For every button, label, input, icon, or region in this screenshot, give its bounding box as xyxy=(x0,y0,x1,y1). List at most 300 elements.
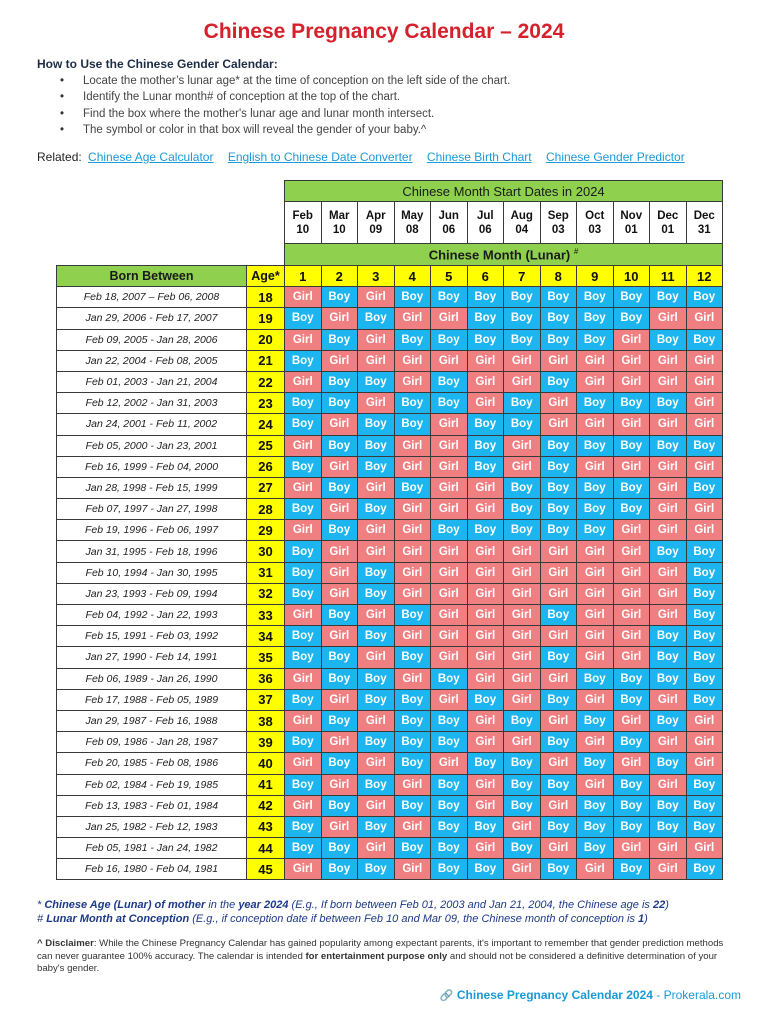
gender-cell-girl: Girl xyxy=(650,499,687,520)
gender-cell-girl: Girl xyxy=(504,647,541,668)
gender-cell-boy: Boy xyxy=(358,774,395,795)
gender-cell-girl: Girl xyxy=(577,732,614,753)
age-cell: 22 xyxy=(247,371,285,392)
gender-cell-boy: Boy xyxy=(358,626,395,647)
gender-cell-girl: Girl xyxy=(686,308,723,329)
gender-cell-boy: Boy xyxy=(686,562,723,583)
lunar-month-number: 8 xyxy=(540,266,577,287)
gender-cell-girl: Girl xyxy=(431,689,468,710)
gender-cell-girl: Girl xyxy=(686,710,723,731)
born-between-cell: Feb 09, 1986 - Jan 28, 1987 xyxy=(57,732,247,753)
gender-cell-boy: Boy xyxy=(613,774,650,795)
gender-cell-girl: Girl xyxy=(285,477,322,498)
gender-cell-girl: Girl xyxy=(504,562,541,583)
gender-cell-girl: Girl xyxy=(686,456,723,477)
gender-cell-boy: Boy xyxy=(358,456,395,477)
gender-cell-boy: Boy xyxy=(321,329,358,350)
gender-cell-boy: Boy xyxy=(467,456,504,477)
gender-cell-boy: Boy xyxy=(540,435,577,456)
gender-cell-girl: Girl xyxy=(394,350,431,371)
gender-cell-girl: Girl xyxy=(650,520,687,541)
gender-cell-boy: Boy xyxy=(467,414,504,435)
table-row xyxy=(57,605,723,626)
howto-item: • Find the box where the mother's lunar age and lunar month intersect. xyxy=(60,106,510,122)
gender-cell-boy: Boy xyxy=(321,838,358,859)
lunar-month-number: 2 xyxy=(321,266,358,287)
gender-cell-boy: Boy xyxy=(504,710,541,731)
born-between-cell: Feb 05, 1981 - Jan 24, 1982 xyxy=(57,838,247,859)
gender-cell-boy: Boy xyxy=(686,605,723,626)
gender-cell-girl: Girl xyxy=(613,541,650,562)
gender-cell-girl: Girl xyxy=(358,838,395,859)
month-start-date: Oct 03 xyxy=(577,202,614,244)
gender-cell-boy: Boy xyxy=(650,795,687,816)
gender-cell-girl: Girl xyxy=(431,456,468,477)
gender-cell-boy: Boy xyxy=(321,605,358,626)
gender-cell-girl: Girl xyxy=(540,668,577,689)
age-cell: 23 xyxy=(247,393,285,414)
gender-cell-girl: Girl xyxy=(358,393,395,414)
gender-cell-girl: Girl xyxy=(504,668,541,689)
gender-cell-boy: Boy xyxy=(504,795,541,816)
gender-cell-girl: Girl xyxy=(504,456,541,477)
gender-cell-girl: Girl xyxy=(650,371,687,392)
month-start-date: Jun 06 xyxy=(431,202,468,244)
gender-cell-girl: Girl xyxy=(504,541,541,562)
gender-cell-boy: Boy xyxy=(540,647,577,668)
gender-cell-girl: Girl xyxy=(467,562,504,583)
lunar-month-number: 7 xyxy=(504,266,541,287)
gender-cell-girl: Girl xyxy=(358,477,395,498)
gender-cell-boy: Boy xyxy=(467,816,504,837)
gender-cell-boy: Boy xyxy=(321,520,358,541)
gender-cell-boy: Boy xyxy=(540,520,577,541)
gender-cell-boy: Boy xyxy=(394,605,431,626)
born-between-cell: Jan 27, 1990 - Feb 14, 1991 xyxy=(57,647,247,668)
gender-cell-boy: Boy xyxy=(467,435,504,456)
age-header: Age* xyxy=(247,266,285,287)
gender-cell-girl: Girl xyxy=(321,626,358,647)
born-between-cell: Jan 23, 1993 - Feb 09, 1994 xyxy=(57,583,247,604)
footer-site[interactable]: Prokerala.com xyxy=(663,988,741,1002)
gender-cell-boy: Boy xyxy=(504,838,541,859)
gender-cell-girl: Girl xyxy=(613,838,650,859)
age-cell: 40 xyxy=(247,753,285,774)
gender-cell-girl: Girl xyxy=(285,520,322,541)
gender-cell-girl: Girl xyxy=(394,308,431,329)
footnotes xyxy=(37,898,669,926)
gender-cell-boy: Boy xyxy=(613,816,650,837)
howto-item: • The symbol or color in that box will reveal the gender of your baby.^ xyxy=(60,122,510,138)
gender-cell-girl: Girl xyxy=(540,753,577,774)
gender-cell-boy: Boy xyxy=(358,689,395,710)
gender-cell-girl: Girl xyxy=(394,583,431,604)
gender-cell-girl: Girl xyxy=(467,795,504,816)
age-cell: 37 xyxy=(247,689,285,710)
gender-cell-boy: Boy xyxy=(285,414,322,435)
gender-cell-girl: Girl xyxy=(686,520,723,541)
gender-cell-boy: Boy xyxy=(686,541,723,562)
gender-cell-girl: Girl xyxy=(504,605,541,626)
month-start-date: Dec 01 xyxy=(650,202,687,244)
gender-cell-girl: Girl xyxy=(285,605,322,626)
born-between-cell: Feb 19, 1996 - Feb 06, 1997 xyxy=(57,520,247,541)
link-chinese-birth-chart[interactable]: Chinese Birth Chart xyxy=(426,150,532,164)
gender-cell-boy: Boy xyxy=(285,562,322,583)
table-row xyxy=(57,795,723,816)
footer-brand[interactable]: 🔗 Chinese Pregnancy Calendar 2024 - Prokerala.com xyxy=(439,988,741,1002)
gender-cell-girl: Girl xyxy=(358,795,395,816)
gender-cell-boy: Boy xyxy=(467,287,504,308)
table-row xyxy=(57,329,723,350)
gender-cell-boy: Boy xyxy=(577,287,614,308)
gender-cell-boy: Boy xyxy=(577,499,614,520)
gender-cell-girl: Girl xyxy=(358,350,395,371)
gender-cell-boy: Boy xyxy=(467,520,504,541)
gender-cell-girl: Girl xyxy=(613,562,650,583)
gender-cell-girl: Girl xyxy=(431,605,468,626)
gender-cell-boy: Boy xyxy=(321,647,358,668)
gender-cell-boy: Boy xyxy=(540,456,577,477)
gender-cell-girl: Girl xyxy=(285,753,322,774)
month-start-date: Feb 10 xyxy=(285,202,322,244)
gender-cell-boy: Boy xyxy=(285,499,322,520)
table-row xyxy=(57,816,723,837)
gender-cell-girl: Girl xyxy=(358,647,395,668)
gender-cell-boy: Boy xyxy=(431,774,468,795)
link-icon: 🔗 xyxy=(439,990,454,1002)
gender-cell-boy: Boy xyxy=(540,499,577,520)
gender-cell-boy: Boy xyxy=(394,795,431,816)
table-row xyxy=(57,371,723,392)
gender-cell-girl: Girl xyxy=(394,668,431,689)
gender-cell-boy: Boy xyxy=(321,753,358,774)
month-start-date: Sep 03 xyxy=(540,202,577,244)
gender-cell-boy: Boy xyxy=(650,626,687,647)
born-between-cell: Feb 07, 1997 - Jan 27, 1998 xyxy=(57,499,247,520)
column-header-row xyxy=(57,266,723,287)
gender-cell-boy: Boy xyxy=(540,329,577,350)
gender-cell-boy: Boy xyxy=(686,626,723,647)
table-row xyxy=(57,838,723,859)
lunar-month-number: 4 xyxy=(394,266,431,287)
gender-cell-boy: Boy xyxy=(686,435,723,456)
gender-cell-girl: Girl xyxy=(613,626,650,647)
gender-cell-girl: Girl xyxy=(650,732,687,753)
born-between-cell: Feb 15, 1991 - Feb 03, 1992 xyxy=(57,626,247,647)
gender-cell-girl: Girl xyxy=(540,838,577,859)
month-start-date: Aug 04 xyxy=(504,202,541,244)
link-chinese-gender-predictor[interactable]: Chinese Gender Predictor xyxy=(545,150,685,164)
gender-cell-boy: Boy xyxy=(540,477,577,498)
gender-cell-girl: Girl xyxy=(394,816,431,837)
gender-cell-girl: Girl xyxy=(321,308,358,329)
born-between-cell: Jan 29, 1987 - Feb 16, 1988 xyxy=(57,710,247,731)
age-cell: 24 xyxy=(247,414,285,435)
start-dates-header-row xyxy=(57,181,723,202)
gender-cell-girl: Girl xyxy=(431,753,468,774)
gender-cell-boy: Boy xyxy=(358,435,395,456)
gender-cell-girl: Girl xyxy=(394,435,431,456)
born-between-cell: Feb 16, 1980 - Feb 04, 1981 xyxy=(57,859,247,880)
gender-cell-boy: Boy xyxy=(613,393,650,414)
born-between-cell: Jan 24, 2001 - Feb 11, 2002 xyxy=(57,414,247,435)
gender-cell-girl: Girl xyxy=(613,605,650,626)
gender-cell-boy: Boy xyxy=(686,287,723,308)
table-row xyxy=(57,414,723,435)
gender-cell-boy: Boy xyxy=(394,689,431,710)
blank-cell xyxy=(57,202,285,244)
gender-cell-girl: Girl xyxy=(431,562,468,583)
gender-cell-girl: Girl xyxy=(613,456,650,477)
gender-cell-girl: Girl xyxy=(467,583,504,604)
gender-cell-girl: Girl xyxy=(504,626,541,647)
howto-item: • Identify the Lunar month# of conception at the top of the chart. xyxy=(60,89,510,105)
gender-cell-boy: Boy xyxy=(577,710,614,731)
gender-cell-boy: Boy xyxy=(540,732,577,753)
gender-cell-girl: Girl xyxy=(467,838,504,859)
gender-cell-boy: Boy xyxy=(613,859,650,880)
gender-cell-boy: Boy xyxy=(613,668,650,689)
lunar-month-number: 3 xyxy=(358,266,395,287)
gender-cell-girl: Girl xyxy=(467,668,504,689)
gender-cell-boy: Boy xyxy=(686,795,723,816)
gender-cell-boy: Boy xyxy=(504,308,541,329)
gender-cell-boy: Boy xyxy=(577,753,614,774)
born-between-cell: Feb 16, 1999 - Feb 04, 2000 xyxy=(57,456,247,477)
gender-cell-girl: Girl xyxy=(540,583,577,604)
gender-cell-girl: Girl xyxy=(577,774,614,795)
gender-cell-girl: Girl xyxy=(577,626,614,647)
gender-cell-boy: Boy xyxy=(613,477,650,498)
gender-cell-girl: Girl xyxy=(431,583,468,604)
gender-cell-boy: Boy xyxy=(321,287,358,308)
gender-cell-boy: Boy xyxy=(540,605,577,626)
table-row xyxy=(57,477,723,498)
table-row xyxy=(57,626,723,647)
gender-cell-boy: Boy xyxy=(358,583,395,604)
born-between-cell: Jan 31, 1995 - Feb 18, 1996 xyxy=(57,541,247,562)
age-cell: 19 xyxy=(247,308,285,329)
gender-cell-girl: Girl xyxy=(613,329,650,350)
gender-cell-boy: Boy xyxy=(613,308,650,329)
gender-cell-boy: Boy xyxy=(504,414,541,435)
gender-cell-girl: Girl xyxy=(650,689,687,710)
table-row xyxy=(57,287,723,308)
lunar-month-number: 5 xyxy=(431,266,468,287)
gender-cell-girl: Girl xyxy=(504,371,541,392)
table-row xyxy=(57,753,723,774)
gender-cell-girl: Girl xyxy=(321,774,358,795)
gender-cell-girl: Girl xyxy=(504,816,541,837)
gender-cell-girl: Girl xyxy=(613,583,650,604)
gender-cell-girl: Girl xyxy=(650,583,687,604)
gender-cell-girl: Girl xyxy=(650,774,687,795)
age-cell: 38 xyxy=(247,710,285,731)
gender-cell-boy: Boy xyxy=(504,477,541,498)
gender-cell-boy: Boy xyxy=(650,647,687,668)
age-cell: 45 xyxy=(247,859,285,880)
gender-cell-girl: Girl xyxy=(358,520,395,541)
table-row xyxy=(57,435,723,456)
gender-cell-boy: Boy xyxy=(467,753,504,774)
gender-cell-boy: Boy xyxy=(686,329,723,350)
gender-cell-girl: Girl xyxy=(321,541,358,562)
table-row xyxy=(57,456,723,477)
gender-cell-boy: Boy xyxy=(394,732,431,753)
gender-cell-boy: Boy xyxy=(285,583,322,604)
gender-cell-boy: Boy xyxy=(613,435,650,456)
gender-cell-girl: Girl xyxy=(577,859,614,880)
gender-cell-boy: Boy xyxy=(650,287,687,308)
gender-cell-boy: Boy xyxy=(504,499,541,520)
born-between-cell: Feb 12, 2002 - Jan 31, 2003 xyxy=(57,393,247,414)
gender-cell-boy: Boy xyxy=(431,816,468,837)
gender-cell-boy: Boy xyxy=(504,753,541,774)
age-cell: 41 xyxy=(247,774,285,795)
gender-cell-girl: Girl xyxy=(394,626,431,647)
gender-cell-girl: Girl xyxy=(394,456,431,477)
age-cell: 27 xyxy=(247,477,285,498)
gender-cell-girl: Girl xyxy=(504,689,541,710)
gender-cell-girl: Girl xyxy=(613,350,650,371)
gender-cell-girl: Girl xyxy=(467,710,504,731)
gender-cell-boy: Boy xyxy=(504,520,541,541)
gender-cell-girl: Girl xyxy=(321,816,358,837)
table-row xyxy=(57,520,723,541)
gender-cell-girl: Girl xyxy=(285,287,322,308)
age-footnote: * Chinese Age (Lunar) of mother in the year 2024 (E.g., If born between Feb 01, 2003 and Jan 21, 2004, the Chinese age is 22) xyxy=(37,899,669,911)
gender-cell-girl: Girl xyxy=(577,541,614,562)
gender-cell-boy: Boy xyxy=(394,393,431,414)
month-start-date: Mar 10 xyxy=(321,202,358,244)
lunar-month-number: 10 xyxy=(613,266,650,287)
table-row xyxy=(57,859,723,880)
gender-cell-boy: Boy xyxy=(577,435,614,456)
gender-cell-girl: Girl xyxy=(467,605,504,626)
gender-cell-girl: Girl xyxy=(431,308,468,329)
age-cell: 36 xyxy=(247,668,285,689)
gender-cell-girl: Girl xyxy=(540,541,577,562)
gender-cell-boy: Boy xyxy=(285,774,322,795)
month-start-date: Dec 31 xyxy=(686,202,723,244)
born-between-cell: Feb 17, 1988 - Feb 05, 1989 xyxy=(57,689,247,710)
gender-cell-girl: Girl xyxy=(540,795,577,816)
gender-cell-boy: Boy xyxy=(504,774,541,795)
gender-cell-girl: Girl xyxy=(577,562,614,583)
gender-cell-girl: Girl xyxy=(540,562,577,583)
gender-cell-girl: Girl xyxy=(650,859,687,880)
gender-cell-girl: Girl xyxy=(358,710,395,731)
lunar-month-number: 1 xyxy=(285,266,322,287)
gender-cell-girl: Girl xyxy=(358,329,395,350)
table-row xyxy=(57,732,723,753)
gender-cell-girl: Girl xyxy=(467,647,504,668)
link-chinese-age-calculator[interactable]: Chinese Age Calculator xyxy=(88,150,214,164)
gender-cell-girl: Girl xyxy=(321,732,358,753)
gender-cell-boy: Boy xyxy=(285,816,322,837)
gender-cell-girl: Girl xyxy=(504,350,541,371)
link-english-to-chinese-date-converter[interactable]: English to Chinese Date Converter xyxy=(227,150,413,164)
gender-cell-boy: Boy xyxy=(686,689,723,710)
table-row xyxy=(57,647,723,668)
age-cell: 34 xyxy=(247,626,285,647)
born-between-cell: Feb 04, 1992 - Jan 22, 1993 xyxy=(57,605,247,626)
gender-cell-girl: Girl xyxy=(686,732,723,753)
gender-cell-boy: Boy xyxy=(577,329,614,350)
gender-cell-boy: Boy xyxy=(431,520,468,541)
gender-cell-girl: Girl xyxy=(431,499,468,520)
age-cell: 21 xyxy=(247,350,285,371)
gender-cell-boy: Boy xyxy=(394,329,431,350)
start-dates-row xyxy=(57,202,723,244)
gender-cell-girl: Girl xyxy=(577,689,614,710)
gender-cell-girl: Girl xyxy=(321,414,358,435)
gender-cell-boy: Boy xyxy=(358,371,395,392)
gender-cell-boy: Boy xyxy=(686,859,723,880)
born-between-cell: Feb 05, 2000 - Jan 23, 2001 xyxy=(57,435,247,456)
table-row xyxy=(57,583,723,604)
gender-cell-girl: Girl xyxy=(431,626,468,647)
gender-cell-girl: Girl xyxy=(613,753,650,774)
age-cell: 43 xyxy=(247,816,285,837)
gender-cell-girl: Girl xyxy=(394,499,431,520)
gender-cell-girl: Girl xyxy=(285,668,322,689)
gender-cell-boy: Boy xyxy=(431,371,468,392)
gender-cell-girl: Girl xyxy=(577,647,614,668)
gender-cell-boy: Boy xyxy=(577,816,614,837)
start-dates-header: Chinese Month Start Dates in 2024 xyxy=(285,181,723,202)
gender-cell-girl: Girl xyxy=(613,520,650,541)
gender-cell-girl: Girl xyxy=(431,541,468,562)
born-between-header: Born Between xyxy=(57,266,247,287)
page-title: Chinese Pregnancy Calendar – 2024 xyxy=(203,20,565,43)
gender-cell-girl: Girl xyxy=(686,499,723,520)
pregnancy-calendar-table xyxy=(56,180,723,880)
table-row xyxy=(57,350,723,371)
gender-cell-boy: Boy xyxy=(650,753,687,774)
age-cell: 18 xyxy=(247,287,285,308)
gender-cell-girl: Girl xyxy=(394,541,431,562)
gender-cell-girl: Girl xyxy=(394,371,431,392)
gender-cell-girl: Girl xyxy=(321,583,358,604)
born-between-cell: Jan 22, 2004 - Feb 08, 2005 xyxy=(57,350,247,371)
gender-cell-girl: Girl xyxy=(431,350,468,371)
gender-cell-boy: Boy xyxy=(431,287,468,308)
related-label: Related: xyxy=(37,150,82,164)
table-row xyxy=(57,541,723,562)
gender-cell-girl: Girl xyxy=(394,774,431,795)
gender-cell-boy: Boy xyxy=(431,668,468,689)
gender-cell-boy: Boy xyxy=(394,287,431,308)
gender-cell-girl: Girl xyxy=(686,393,723,414)
gender-cell-boy: Boy xyxy=(613,795,650,816)
gender-cell-boy: Boy xyxy=(394,414,431,435)
gender-cell-girl: Girl xyxy=(504,859,541,880)
gender-cell-boy: Boy xyxy=(285,626,322,647)
gender-cell-girl: Girl xyxy=(285,859,322,880)
gender-cell-girl: Girl xyxy=(650,414,687,435)
gender-cell-boy: Boy xyxy=(540,816,577,837)
howto-heading: How to Use the Chinese Gender Calendar: xyxy=(37,57,278,71)
born-between-cell: Feb 06, 1989 - Jan 26, 1990 xyxy=(57,668,247,689)
gender-cell-boy: Boy xyxy=(431,329,468,350)
born-between-cell: Feb 20, 1985 - Feb 08, 1986 xyxy=(57,753,247,774)
gender-cell-girl: Girl xyxy=(650,456,687,477)
gender-cell-girl: Girl xyxy=(285,795,322,816)
gender-cell-boy: Boy xyxy=(540,859,577,880)
age-cell: 30 xyxy=(247,541,285,562)
